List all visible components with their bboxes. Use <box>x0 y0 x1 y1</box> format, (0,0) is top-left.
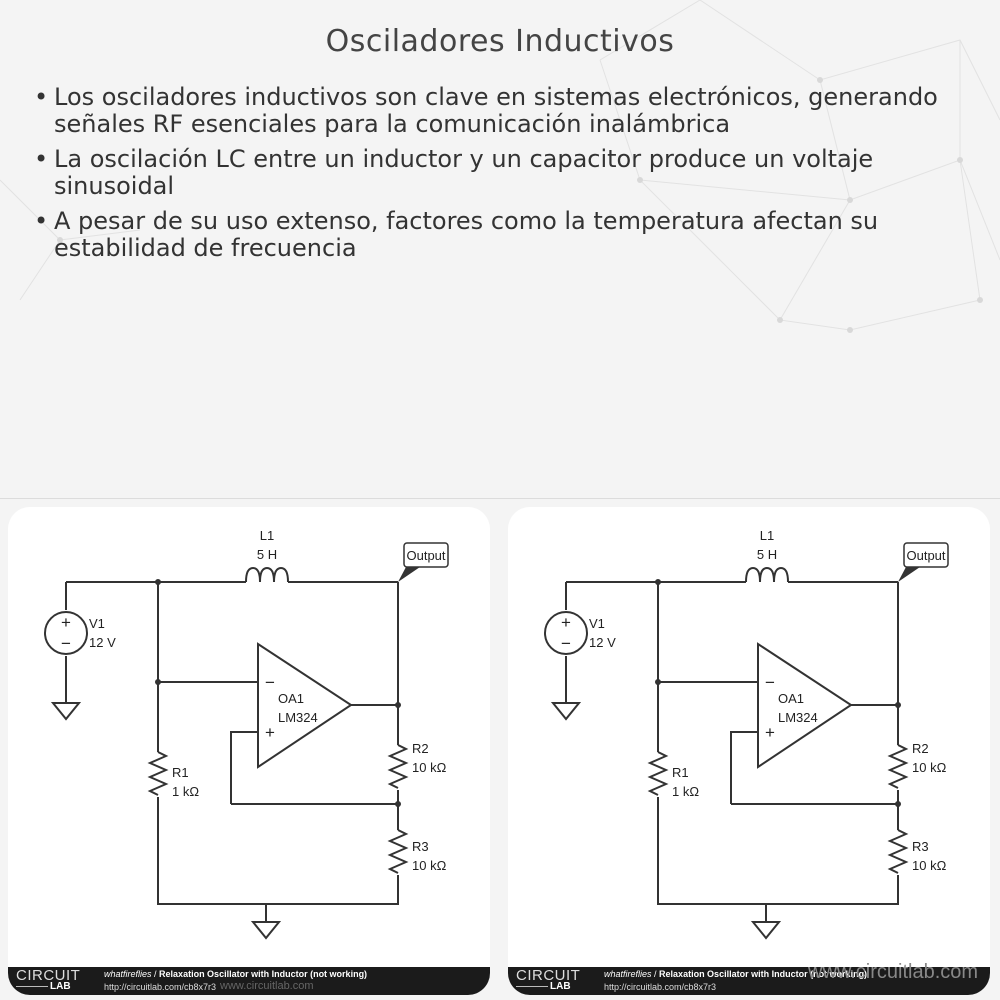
resistor-r3-symbol <box>390 830 406 873</box>
v1-name: V1 <box>89 616 105 631</box>
resistor-r3-symbol <box>890 830 906 873</box>
v1-value: 12 V <box>89 635 116 650</box>
v1-name: V1 <box>589 616 605 631</box>
source-minus-sign: − <box>561 634 571 653</box>
r3-value: 10 kΩ <box>412 858 447 873</box>
circuitlab-logo-bottom: LAB <box>50 981 71 992</box>
l1-name: L1 <box>759 528 775 543</box>
bullet-marker: • <box>34 207 49 235</box>
circuitlab-logo-bottom: LAB <box>550 981 571 992</box>
op-amp-symbol <box>758 644 851 767</box>
opamp-part: LM324 <box>778 710 818 725</box>
circuitlab-logo-wire <box>16 986 48 987</box>
l1-value: 5 H <box>756 547 778 562</box>
bullet-text: A pesar de su uso extenso, factores como la temperatura afectan su estabilidad de frecuencia <box>54 207 879 262</box>
ground-symbol-bottom <box>253 922 279 938</box>
opamp-plus-sign: + <box>265 723 275 742</box>
r2-name: R2 <box>912 741 929 756</box>
bullet-text: La oscilación LC entre un inductor y un capacitor produce un voltaje sinusoidal <box>54 145 874 200</box>
r2-value: 10 kΩ <box>912 760 947 775</box>
source-plus-sign: + <box>561 613 571 632</box>
output-label: Output <box>906 548 946 563</box>
circuitlab-footer <box>508 961 990 995</box>
r1-name: R1 <box>672 765 689 780</box>
opamp-name: OA1 <box>278 691 305 706</box>
section-divider <box>0 498 1000 499</box>
footer-user[interactable]: whatfireflies <box>104 969 152 979</box>
ground-symbol-source <box>53 703 79 719</box>
footer-user[interactable]: whatfireflies <box>604 969 652 979</box>
r2-name: R2 <box>412 741 429 756</box>
footer-circuit-title[interactable]: Relaxation Oscillator with Inductor (not working) <box>659 969 868 979</box>
source-plus-sign: + <box>61 613 71 632</box>
circuit-card-left <box>8 507 490 995</box>
bullet-item <box>34 84 954 138</box>
r1-value: 1 kΩ <box>672 784 700 799</box>
resistor-r1-symbol <box>150 752 166 795</box>
footer-title-line <box>104 969 367 979</box>
circuitlab-logo-top: CIRCUIT <box>16 967 81 984</box>
circuit-card-right <box>508 507 990 995</box>
bullet-item <box>34 208 954 262</box>
footer-circuit-title[interactable]: Relaxation Oscillator with Inductor (not working) <box>159 969 368 979</box>
ground-symbol-bottom <box>753 922 779 938</box>
circuitlab-logo-top: CIRCUIT <box>516 967 581 984</box>
resistor-r2-symbol <box>890 745 906 788</box>
footer-separator: / <box>151 969 160 979</box>
inductor-symbol <box>246 568 288 582</box>
r3-name: R3 <box>412 839 429 854</box>
ground-symbol-source <box>553 703 579 719</box>
source-minus-sign: − <box>61 634 71 653</box>
r3-name: R3 <box>912 839 929 854</box>
resistor-r1-symbol <box>650 752 666 795</box>
opamp-minus-sign: − <box>765 673 775 692</box>
bullet-list <box>34 84 954 270</box>
footer-url[interactable]: http://circuitlab.com/cb8x7r3 <box>104 982 217 992</box>
v1-value: 12 V <box>589 635 616 650</box>
l1-value: 5 H <box>256 547 278 562</box>
opamp-plus-sign: + <box>765 723 775 742</box>
r3-value: 10 kΩ <box>912 858 947 873</box>
bullet-item <box>34 146 954 200</box>
footer-separator: / <box>651 969 660 979</box>
bullet-marker: • <box>34 145 49 173</box>
opamp-minus-sign: − <box>265 673 275 692</box>
output-label: Output <box>406 548 446 563</box>
footer-watermark: www.circuitlab.com <box>808 961 979 983</box>
circuit-schematic <box>8 507 490 967</box>
circuit-schematic <box>508 507 990 967</box>
l1-name: L1 <box>259 528 275 543</box>
footer-url[interactable]: http://circuitlab.com/cb8x7r3 <box>604 982 717 992</box>
r2-value: 10 kΩ <box>412 760 447 775</box>
footer-watermark: www.circuitlab.com <box>220 980 314 992</box>
inductor-symbol <box>746 568 788 582</box>
op-amp-symbol <box>258 644 351 767</box>
opamp-name: OA1 <box>778 691 805 706</box>
circuitlab-footer <box>8 967 490 995</box>
resistor-r2-symbol <box>390 745 406 788</box>
opamp-part: LM324 <box>278 710 318 725</box>
r1-name: R1 <box>172 765 189 780</box>
circuitlab-logo-wire <box>516 986 548 987</box>
page-title: Osciladores Inductivos <box>325 24 675 59</box>
bullet-marker: • <box>34 83 49 111</box>
bullet-text: Los osciladores inductivos son clave en sistemas electrónicos, generando señales RF esenciales para la comunicación inalámbrica <box>54 83 938 138</box>
r1-value: 1 kΩ <box>172 784 200 799</box>
